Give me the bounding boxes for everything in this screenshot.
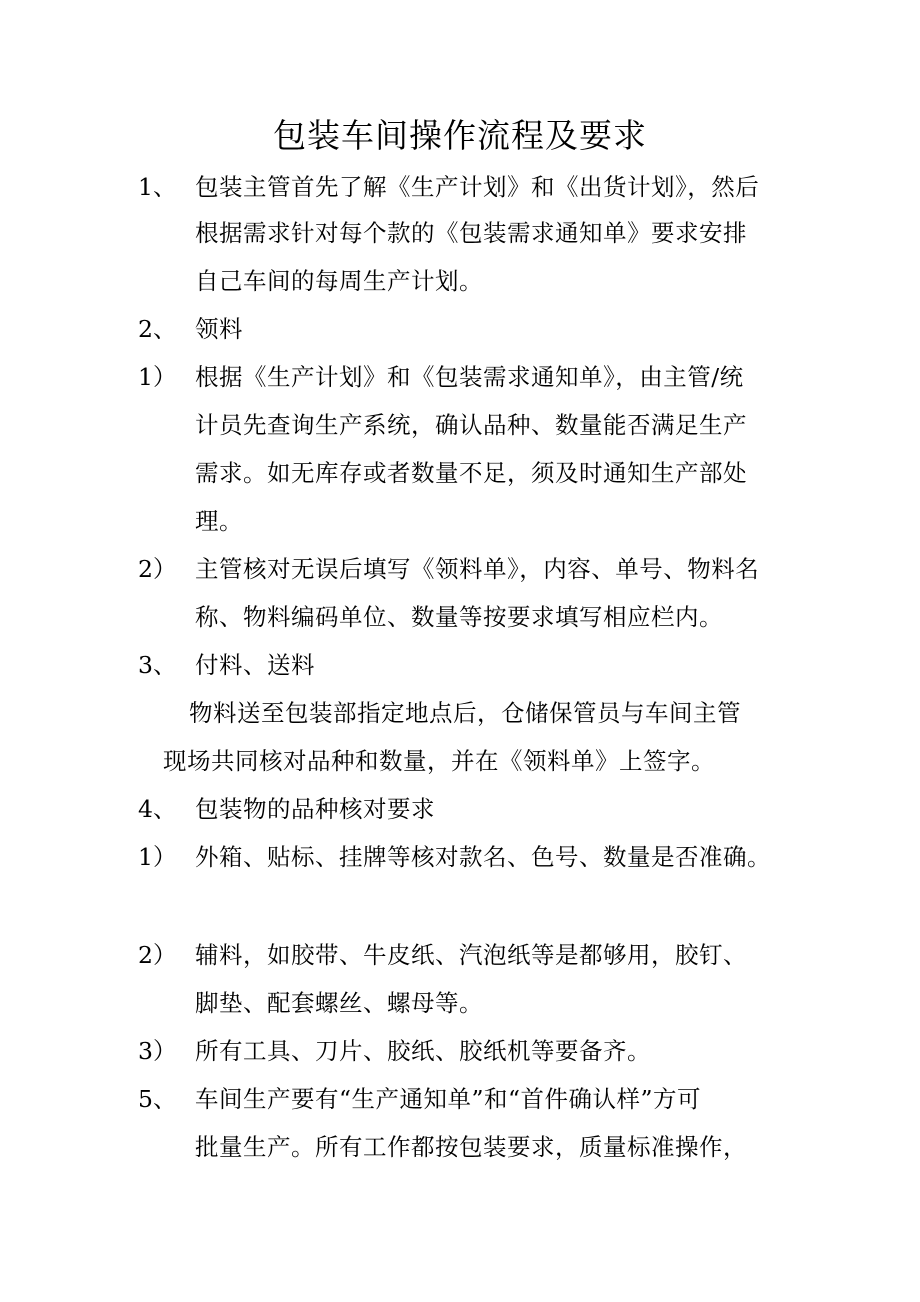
item-number: 2） — [138, 941, 177, 969]
item-text-line: 辅料，如胶带、牛皮纸、汽泡纸等是都够用，胶钉、 — [195, 941, 747, 969]
item-text-line: 付料、送料 — [195, 651, 315, 679]
paragraph-line: 现场共同核对品种和数量，并在《领料单》上签字。 — [163, 747, 715, 775]
item-number: 2、 — [138, 315, 177, 343]
item-text-line: 包装主管首先了解《生产计划》和《出货计划》，然后 — [195, 173, 760, 201]
item-number: 1） — [138, 363, 177, 391]
page-title: 包装车间操作流程及要求 — [273, 116, 647, 155]
item-text-line: 脚垫、配套螺丝、螺母等。 — [195, 989, 483, 1017]
item-text-line: 批量生产。所有工作都按包装要求，质量标准操作， — [195, 1133, 747, 1161]
item-text-line: 车间生产要有“生产通知单”和“首件确认样”方可 — [195, 1085, 702, 1113]
item-number: 3、 — [138, 651, 177, 679]
item-text-line: 根据《生产计划》和《包装需求通知单》，由主管/统 — [195, 363, 744, 391]
item-text-line: 称、物料编码单位、数量等按要求填写相应栏内。 — [195, 603, 723, 631]
item-number: 5、 — [138, 1085, 177, 1113]
paragraph-line: 物料送至包装部指定地点后，仓储保管员与车间主管 — [189, 699, 741, 727]
item-number: 1） — [138, 843, 177, 871]
item-number: 4、 — [138, 795, 177, 823]
item-text-line: 包装物的品种核对要求 — [195, 795, 435, 823]
item-text-line: 主管核对无误后填写《领料单》，内容、单号、物料名 — [195, 555, 760, 583]
item-text-line: 理。 — [195, 507, 243, 535]
item-text-line: 根据需求针对每个款的《包装需求通知单》要求安排 — [195, 219, 747, 247]
item-number: 2） — [138, 555, 177, 583]
item-number: 1、 — [138, 173, 177, 201]
item-text-line: 外箱、贴标、挂牌等核对款名、色号、数量是否准确。 — [195, 843, 771, 871]
item-text-line: 领料 — [195, 315, 243, 343]
item-number: 3） — [138, 1037, 177, 1065]
item-text-line: 所有工具、刀片、胶纸、胶纸机等要备齐。 — [195, 1037, 651, 1065]
item-text-line: 自己车间的每周生产计划。 — [195, 267, 483, 295]
item-text-line: 需求。如无库存或者数量不足，须及时通知生产部处 — [195, 459, 747, 487]
item-text-line: 计员先查询生产系统，确认品种、数量能否满足生产 — [195, 411, 747, 439]
